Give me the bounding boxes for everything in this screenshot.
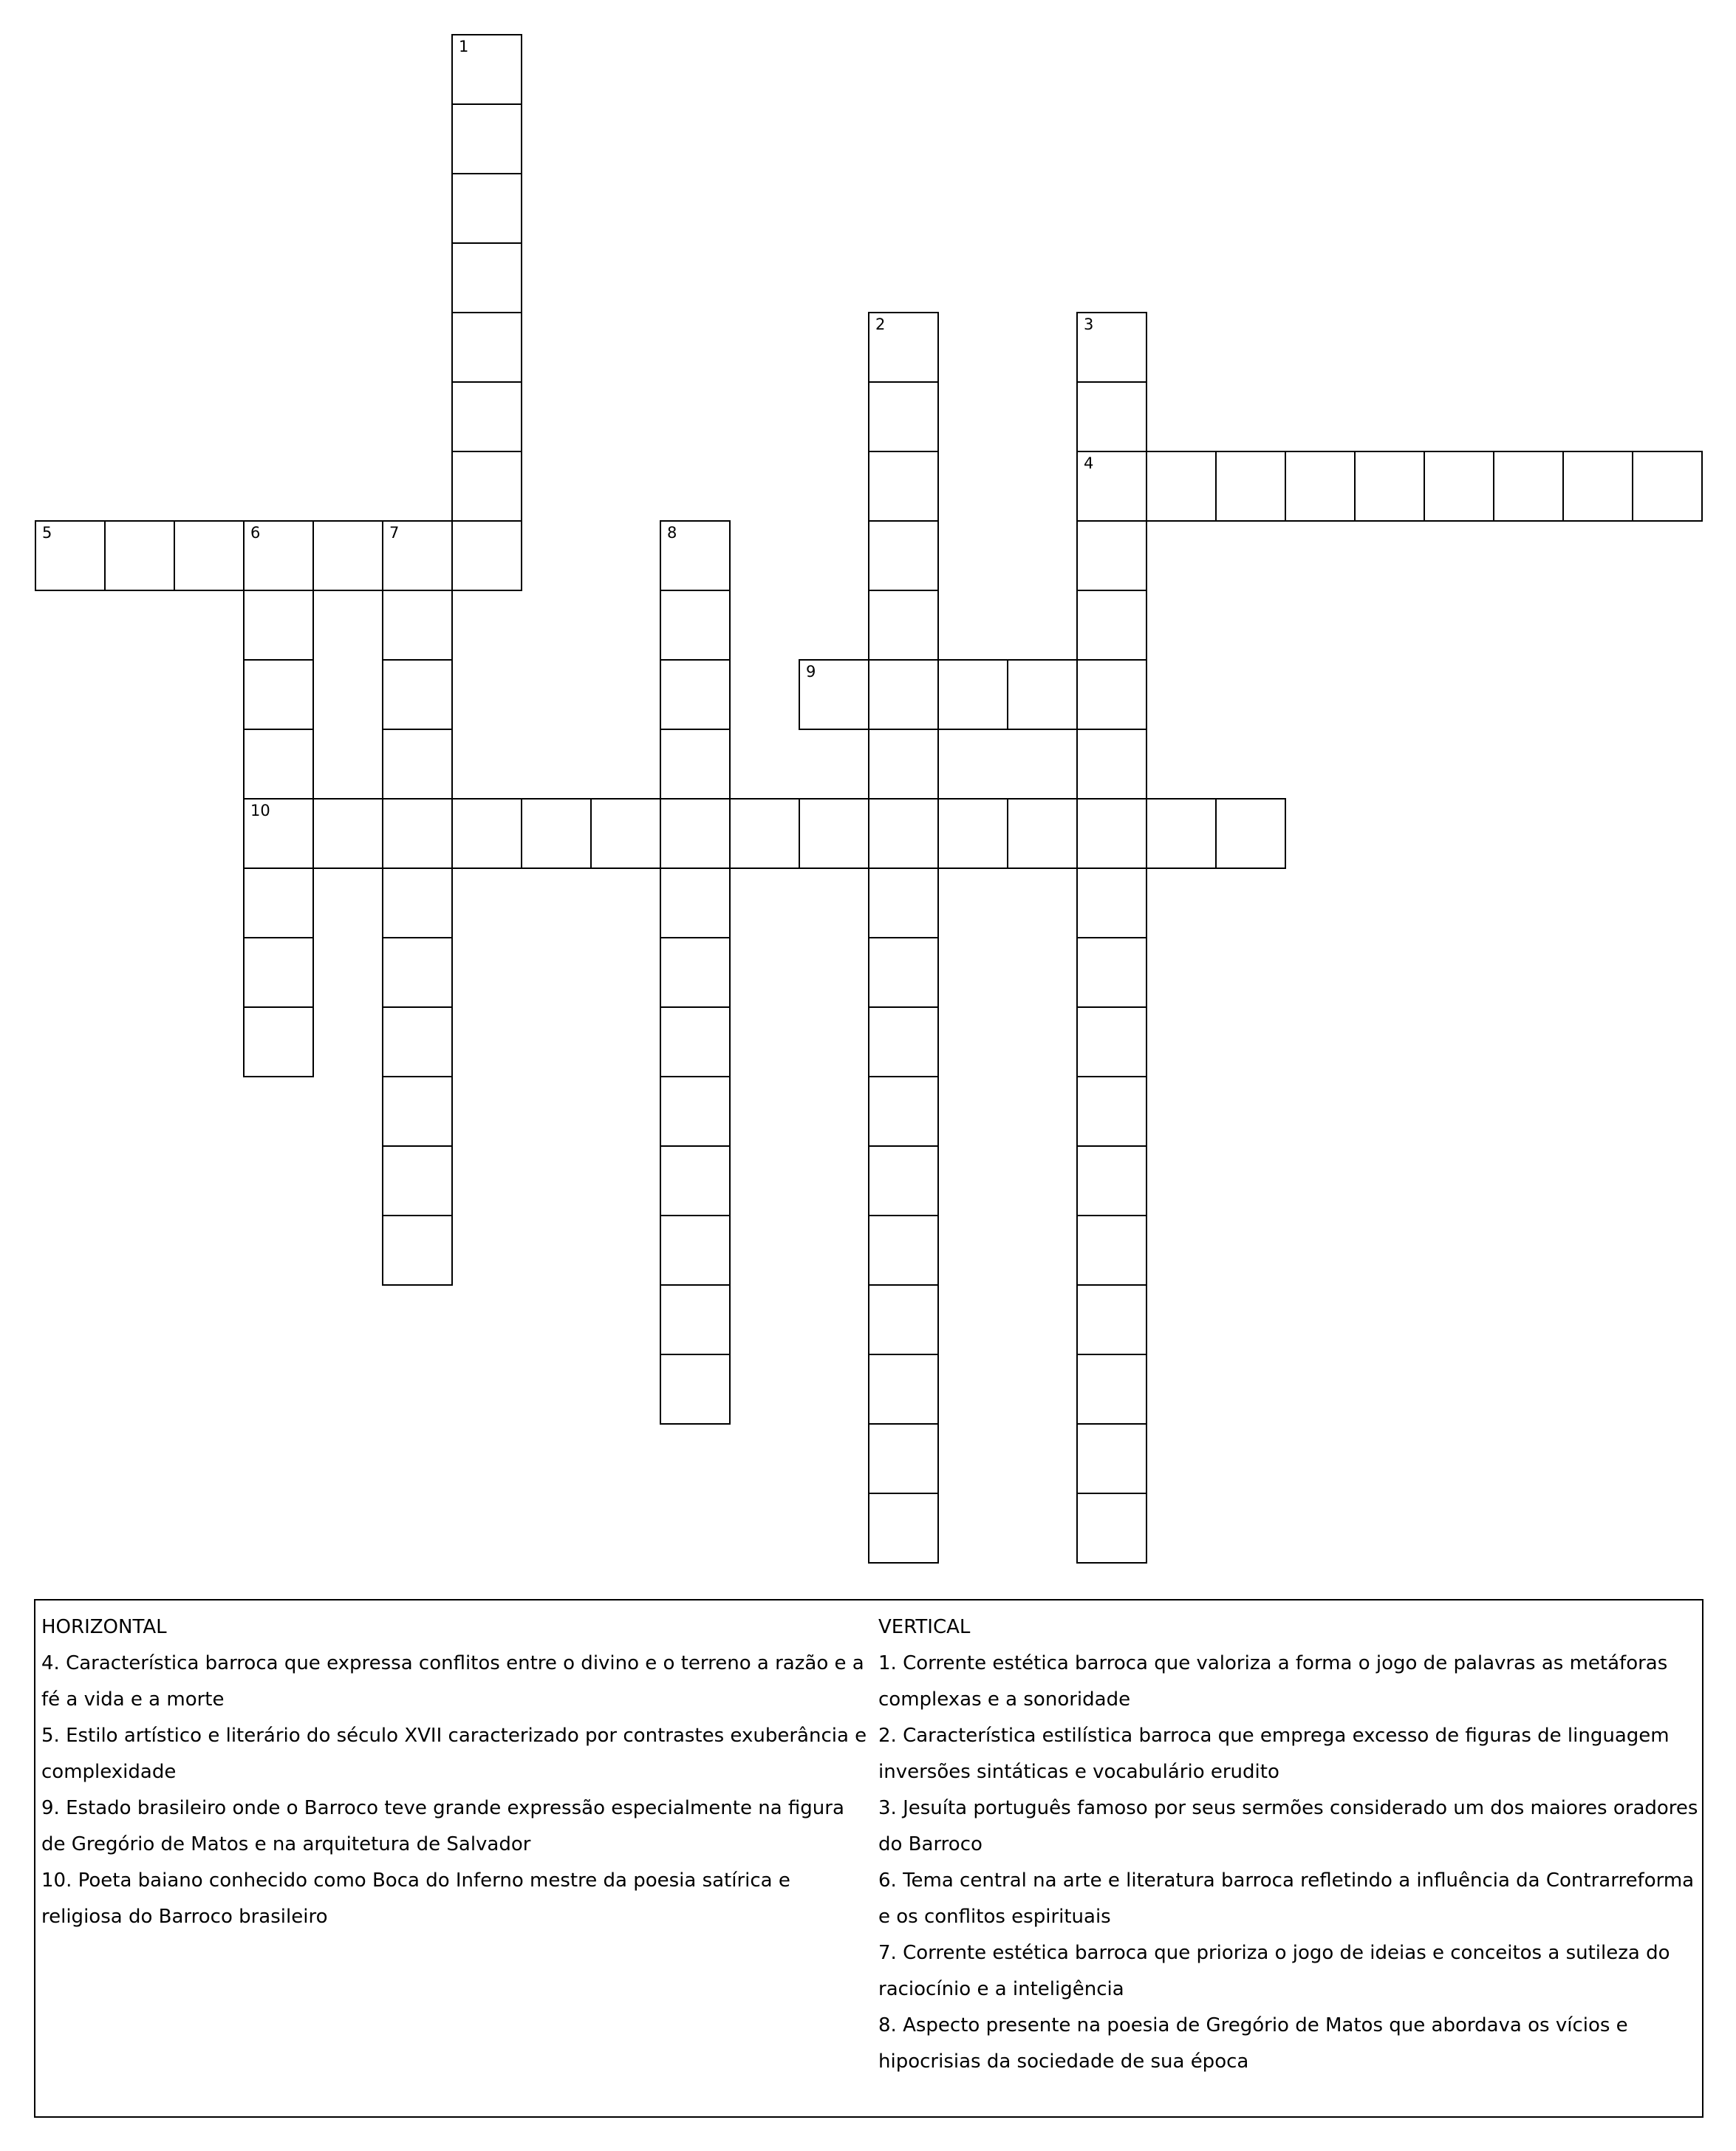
vertical-heading: VERTICAL bbox=[878, 1616, 971, 1638]
crossword-cell[interactable] bbox=[243, 590, 314, 661]
crossword-cell[interactable] bbox=[660, 659, 731, 730]
crossword-cell[interactable] bbox=[1076, 381, 1147, 452]
crossword-cell[interactable] bbox=[660, 1354, 731, 1425]
crossword-cell[interactable] bbox=[451, 798, 522, 869]
crossword-cell[interactable] bbox=[451, 173, 522, 244]
clue-number: 5 bbox=[42, 524, 52, 542]
crossword-cell[interactable] bbox=[382, 1145, 453, 1216]
crossword-cell[interactable] bbox=[868, 520, 939, 591]
crossword-cell[interactable] bbox=[1076, 1423, 1147, 1494]
crossword-cell[interactable] bbox=[868, 867, 939, 938]
crossword-cell[interactable] bbox=[1146, 451, 1217, 522]
crossword-cell[interactable] bbox=[243, 937, 314, 1008]
crossword-cell[interactable] bbox=[868, 1215, 939, 1286]
vertical-clue-6: 6. Tema central na arte e literatura barroca refletindo a influência da Contrarreforma e os conflitos espirituais bbox=[878, 1869, 1695, 1928]
crossword-cell[interactable] bbox=[1076, 1354, 1147, 1425]
clue-number: 3 bbox=[1084, 316, 1094, 333]
crossword-cell[interactable] bbox=[382, 1215, 453, 1286]
crossword-cell[interactable] bbox=[382, 867, 453, 938]
crossword-cell[interactable] bbox=[451, 242, 522, 313]
vertical-clue-7: 7. Corrente estética barroca que prioriza o jogo de ideias e conceitos a sutileza do raciocínio e a inteligência bbox=[878, 1942, 1670, 2000]
crossword-cell[interactable] bbox=[1076, 451, 1147, 522]
crossword-cell[interactable] bbox=[451, 312, 522, 383]
crossword-cell[interactable] bbox=[937, 659, 1008, 730]
crossword-cell[interactable] bbox=[243, 867, 314, 938]
crossword-cell[interactable] bbox=[937, 798, 1008, 869]
crossword-cell[interactable] bbox=[868, 937, 939, 1008]
crossword-cell[interactable] bbox=[660, 1076, 731, 1147]
crossword-cell[interactable] bbox=[868, 451, 939, 522]
crossword-cell[interactable] bbox=[1632, 451, 1703, 522]
crossword-cell[interactable] bbox=[868, 1423, 939, 1494]
crossword-cell[interactable] bbox=[868, 1354, 939, 1425]
crossword-cell[interactable] bbox=[243, 520, 314, 591]
crossword-cell[interactable] bbox=[1493, 451, 1564, 522]
crossword-cell[interactable] bbox=[1076, 1076, 1147, 1147]
clue-number: 10 bbox=[250, 802, 270, 819]
crossword-cell[interactable] bbox=[382, 1006, 453, 1077]
crossword-cell[interactable] bbox=[451, 34, 522, 105]
crossword-cell[interactable] bbox=[451, 103, 522, 174]
crossword-cell[interactable] bbox=[660, 729, 731, 800]
clue-number: 1 bbox=[459, 38, 469, 55]
crossword-cell[interactable] bbox=[1215, 798, 1286, 869]
crossword-cell[interactable] bbox=[799, 659, 869, 730]
crossword-cell[interactable] bbox=[868, 729, 939, 800]
vertical-clue-8: 8. Aspecto presente na poesia de Gregório de Matos que abordava os vícios e hipocrisias da sociedade de sua época bbox=[878, 2014, 1628, 2073]
crossword-cell[interactable] bbox=[1076, 1215, 1147, 1286]
crossword-cell[interactable] bbox=[660, 867, 731, 938]
crossword-cell[interactable] bbox=[660, 1215, 731, 1286]
crossword-cell[interactable] bbox=[451, 520, 522, 591]
crossword-cell[interactable] bbox=[1007, 659, 1078, 730]
crossword-cell[interactable] bbox=[868, 659, 939, 730]
crossword-cell[interactable] bbox=[660, 937, 731, 1008]
crossword-cell[interactable] bbox=[382, 1076, 453, 1147]
clue-number: 8 bbox=[667, 524, 677, 542]
crossword-cell[interactable] bbox=[382, 798, 453, 869]
crossword-cell[interactable] bbox=[868, 381, 939, 452]
clue-number: 4 bbox=[1084, 454, 1094, 472]
crossword-cell[interactable] bbox=[868, 590, 939, 661]
crossword-cell[interactable] bbox=[660, 1284, 731, 1355]
crossword-cell[interactable] bbox=[590, 798, 661, 869]
crossword-cell[interactable] bbox=[660, 1145, 731, 1216]
crossword-cell[interactable] bbox=[1076, 520, 1147, 591]
horizontal-clue-10: 10. Poeta baiano conhecido como Boca do Inferno mestre da poesia satírica e religiosa do Barroco brasileiro bbox=[41, 1869, 790, 1928]
crossword-cell[interactable] bbox=[868, 1145, 939, 1216]
crossword-cell[interactable] bbox=[799, 798, 869, 869]
crossword-cell[interactable] bbox=[1076, 1006, 1147, 1077]
crossword-cell[interactable] bbox=[1354, 451, 1425, 522]
crossword-cell[interactable] bbox=[1424, 451, 1494, 522]
crossword-cell[interactable] bbox=[868, 798, 939, 869]
horizontal-clue-9: 9. Estado brasileiro onde o Barroco teve grande expressão especialmente na figura de Gregório de Matos e na arquitetura de Salvador bbox=[41, 1797, 844, 1855]
horizontal-clues-column bbox=[41, 1609, 872, 1935]
crossword-cell[interactable] bbox=[312, 520, 383, 591]
crossword-cell[interactable] bbox=[868, 1493, 939, 1564]
crossword-cell[interactable] bbox=[1076, 590, 1147, 661]
crossword-cell[interactable] bbox=[1215, 451, 1286, 522]
crossword-cell[interactable] bbox=[521, 798, 592, 869]
crossword-cell[interactable] bbox=[868, 1284, 939, 1355]
crossword-cell[interactable] bbox=[104, 520, 175, 591]
crossword-cell[interactable] bbox=[1146, 798, 1217, 869]
crossword-cell[interactable] bbox=[382, 520, 453, 591]
crossword-cell[interactable] bbox=[1076, 1145, 1147, 1216]
horizontal-heading: HORIZONTAL bbox=[41, 1616, 167, 1638]
clue-number: 2 bbox=[875, 316, 886, 333]
crossword-cell[interactable] bbox=[660, 1006, 731, 1077]
crossword-cell[interactable] bbox=[868, 1006, 939, 1077]
crossword-cell[interactable] bbox=[243, 659, 314, 730]
crossword-cell[interactable] bbox=[1076, 937, 1147, 1008]
crossword-cell[interactable] bbox=[174, 520, 245, 591]
crossword-cell[interactable] bbox=[451, 381, 522, 452]
crossword-cell[interactable] bbox=[868, 312, 939, 383]
vertical-clues-column bbox=[878, 1609, 1698, 2080]
vertical-clue-3: 3. Jesuíta português famoso por seus sermões considerado um dos maiores oradores do Barroco bbox=[878, 1797, 1698, 1855]
crossword-cell[interactable] bbox=[1076, 867, 1147, 938]
vertical-clue-2: 2. Característica estilística barroca que emprega excesso de figuras de linguagem inversões sintáticas e vocabulário erudito bbox=[878, 1725, 1670, 1783]
crossword-cell[interactable] bbox=[660, 520, 731, 591]
crossword-cell[interactable] bbox=[382, 659, 453, 730]
crossword-cell[interactable] bbox=[1562, 451, 1633, 522]
horizontal-clue-5: 5. Estilo artístico e literário do século XVII caracterizado por contrastes exuberância e complexidade bbox=[41, 1725, 867, 1783]
crossword-cell[interactable] bbox=[868, 1076, 939, 1147]
crossword-cell[interactable] bbox=[243, 729, 314, 800]
clue-number: 9 bbox=[806, 663, 816, 681]
crossword-cell[interactable] bbox=[312, 798, 383, 869]
crossword-cell[interactable] bbox=[1076, 1284, 1147, 1355]
crossword-cell[interactable] bbox=[1076, 798, 1147, 869]
crossword-cell[interactable] bbox=[1076, 1493, 1147, 1564]
crossword-cell[interactable] bbox=[243, 798, 314, 869]
crossword-cell[interactable] bbox=[1076, 312, 1147, 383]
vertical-clue-1: 1. Corrente estética barroca que valoriza a forma o jogo de palavras as metáforas complexas e a sonoridade bbox=[878, 1652, 1668, 1711]
crossword-cell[interactable] bbox=[382, 729, 453, 800]
horizontal-clue-4: 4. Característica barroca que expressa conflitos entre o divino e o terreno a razão e a fé a vida e a morte bbox=[41, 1652, 864, 1711]
crossword-cell[interactable] bbox=[1007, 798, 1078, 869]
crossword-cell[interactable] bbox=[660, 590, 731, 661]
clue-box bbox=[34, 1599, 1703, 2118]
crossword-cell[interactable] bbox=[243, 1006, 314, 1077]
crossword-cell[interactable] bbox=[382, 590, 453, 661]
crossword-cell[interactable] bbox=[1076, 659, 1147, 730]
crossword-cell[interactable] bbox=[729, 798, 800, 869]
crossword-cell[interactable] bbox=[35, 520, 106, 591]
clue-number: 6 bbox=[250, 524, 261, 542]
crossword-cell[interactable] bbox=[382, 937, 453, 1008]
crossword-cell[interactable] bbox=[451, 451, 522, 522]
crossword-cell[interactable] bbox=[1285, 451, 1356, 522]
clue-number: 7 bbox=[389, 524, 400, 542]
crossword-cell[interactable] bbox=[1076, 729, 1147, 800]
crossword-cell[interactable] bbox=[660, 798, 731, 869]
